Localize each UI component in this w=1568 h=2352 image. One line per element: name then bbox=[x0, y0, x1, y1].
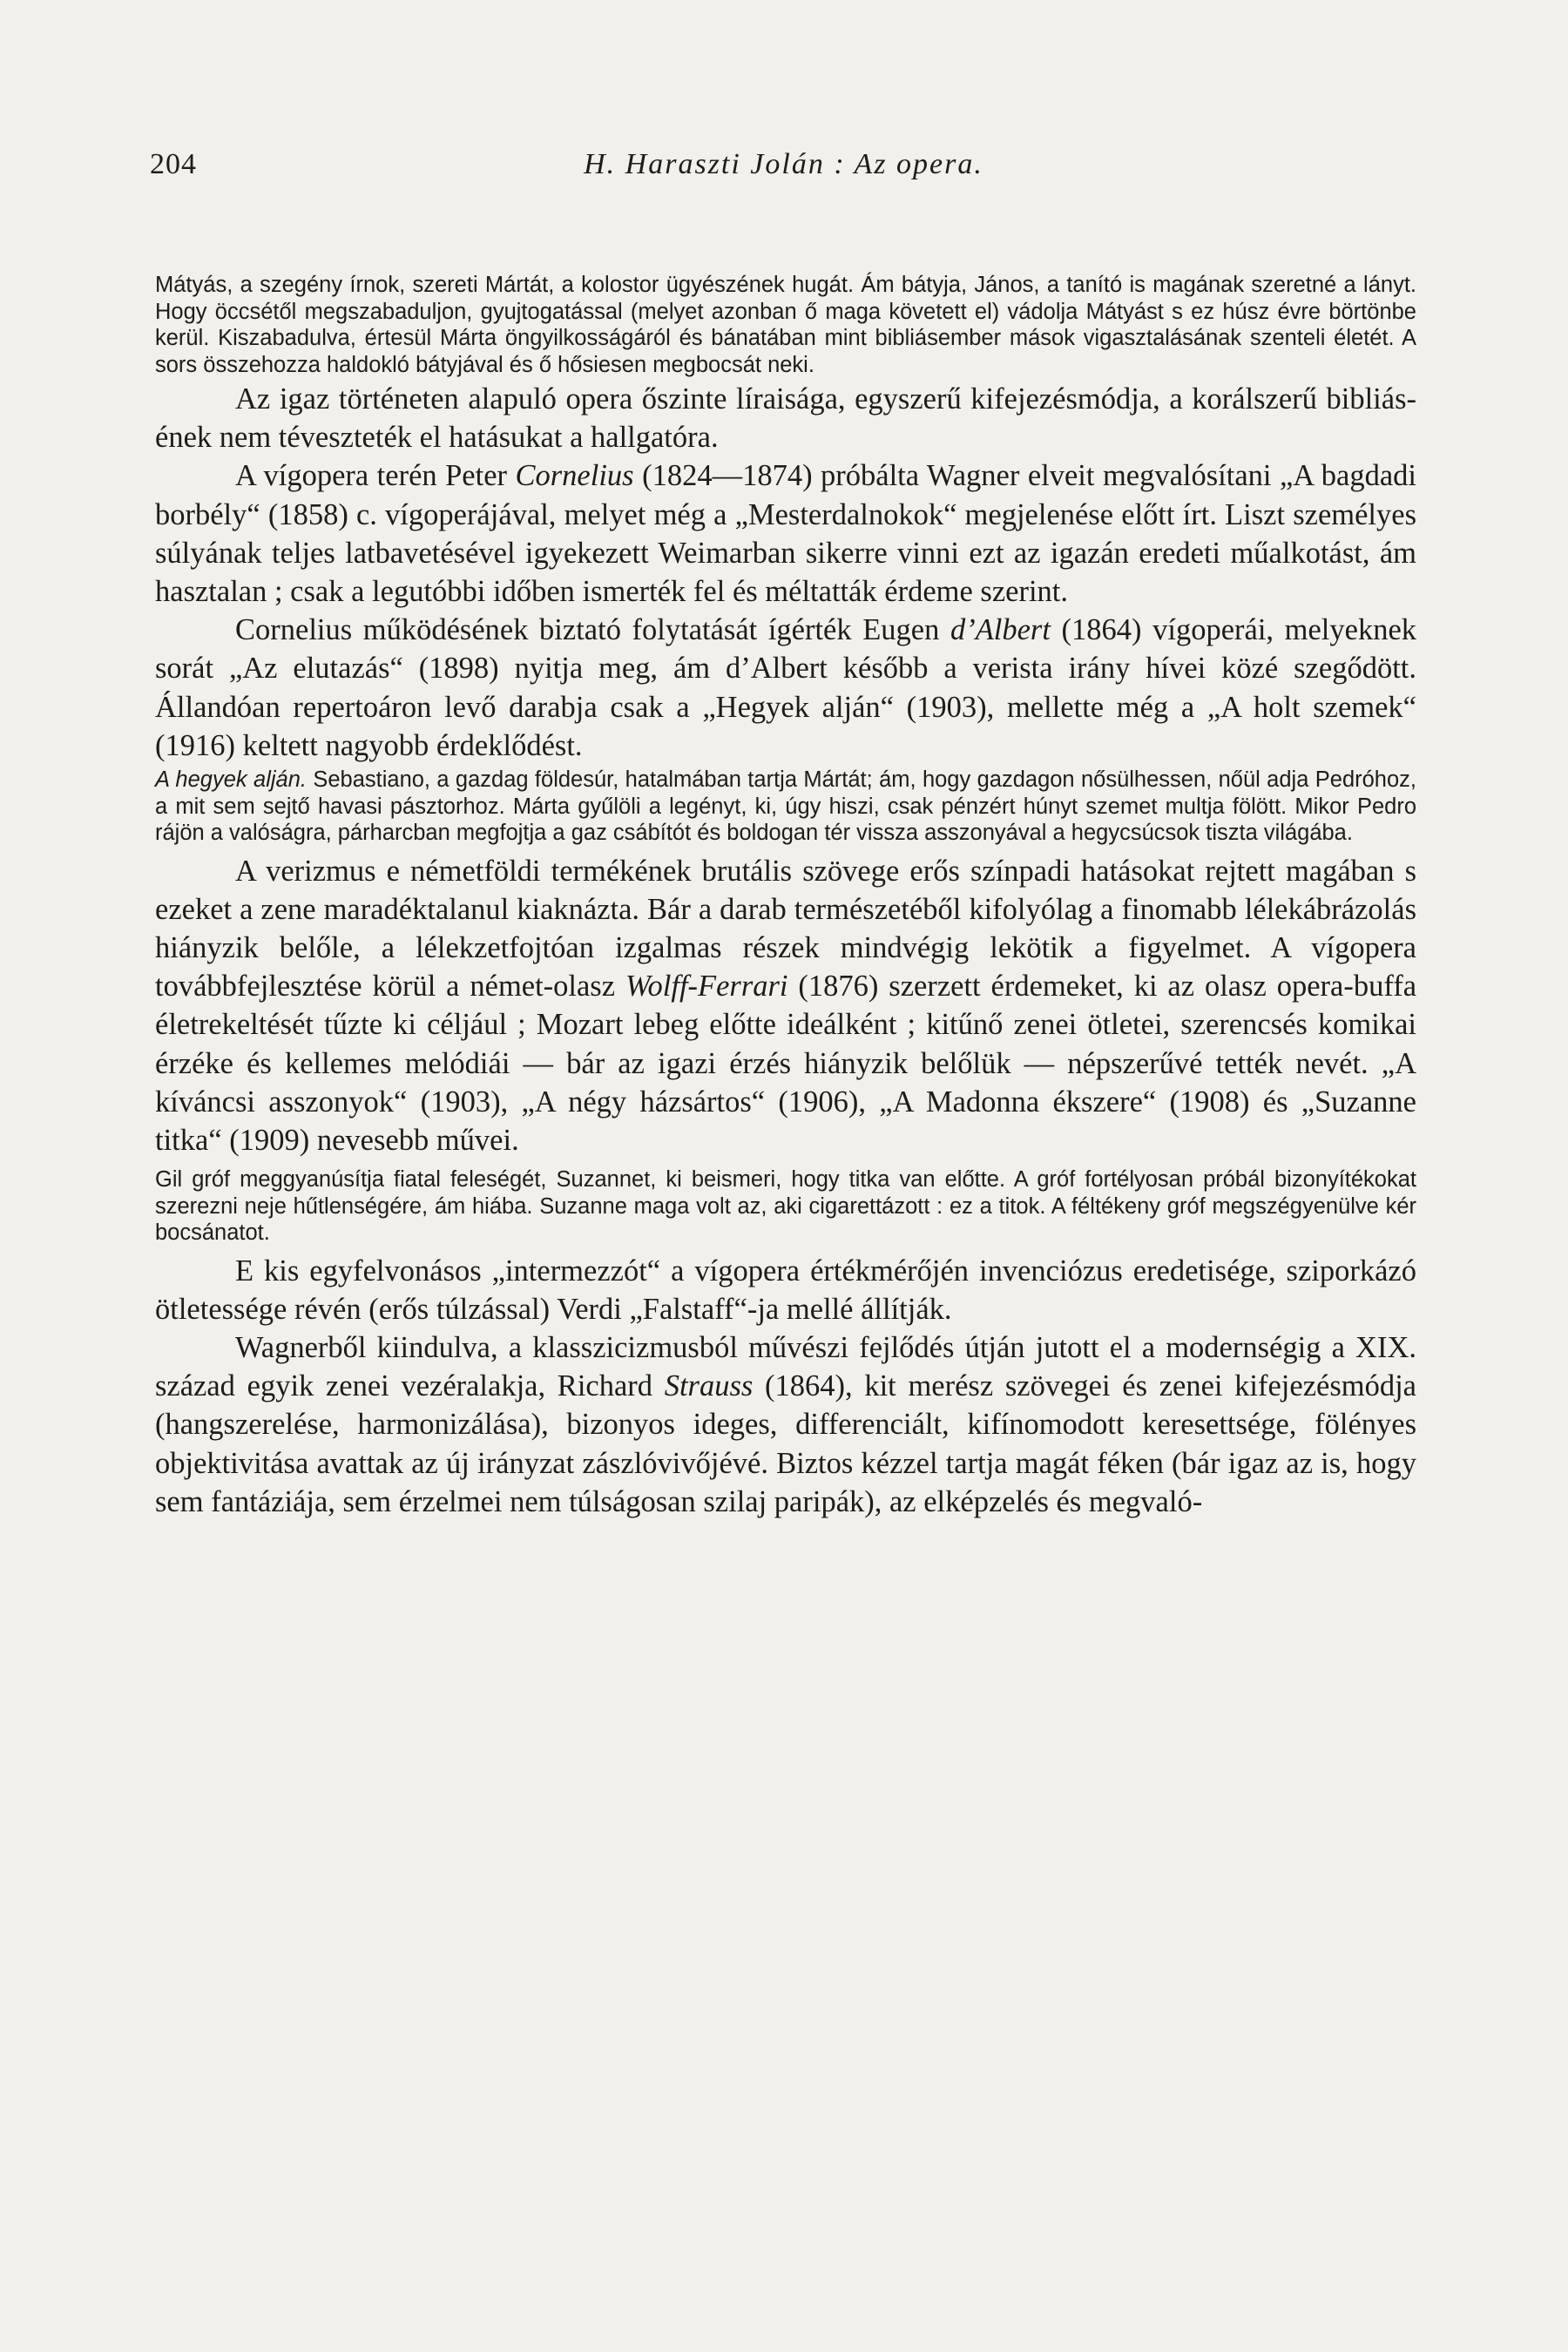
paragraph-6-text-a: Wagnerből kiindulva, a klasszicizmusból művészi fejlődés útján jutott el a modernségig a XIX. század egyik zenei vezéralakja, Richard bbox=[155, 1331, 1416, 1403]
paragraph-2-text-a: A vígopera terén Peter bbox=[235, 459, 516, 493]
plot-summary-3: Gil gróf meggyanúsítja fiatal feleségét, Suzannet, ki beismeri, hogy titka van előtte. A gróf fortélyosan próbál bizonyítékokat szerezni neje hűtlenségére, ám hiába. Suzanne maga volt az, aki cigarettázott : ez a titok. A féltékeny gróf megszégyenülve kér bocsánatot. bbox=[155, 1167, 1416, 1246]
paragraph-6-text-b: (1864), kit merész szövegei és zenei kifejezésmódja (hangszerelése, harmonizálása), bizonyos ideges, differenciált, kifínomodott keresettsége, fölényes objektivitása avattak az új irányzat zászlóvivőjévé. Biztos kézzel tartja magát féken (bár igaz az is, hogy sem fantáziája, sem érzelmei nem túlságosan szilaj paripák), az elképzelés és megvaló- bbox=[155, 1369, 1416, 1518]
composer-name-cornelius: Cornelius bbox=[515, 459, 634, 493]
page-number: 204 bbox=[150, 148, 197, 180]
composer-name-wolff-ferrari: Wolff-Ferrari bbox=[625, 970, 788, 1004]
paragraph-4-text-a: A verizmus e németföldi termékének brutális szövege erős színpadi hatásokat rejtett magában s ezeket a zene maradéktalanul kiaknázta. Bár a darab természetéből kifolyólag a finomabb lélekábrázolás hiányzik belőle, a lélekzetfojtóan izgalmas részek mindvégig lekötik a figyelmet. A vígopera továbbfejlesztése körül a német-olasz bbox=[155, 854, 1416, 1004]
paragraph-2-text-b: (1824—1874) próbálta Wagner elveit megvalósítani „A bagdadi borbély“ (1858) c. vígoperájával, melyet még a „Mesterdalnokok“ megjelenése előtt írt. Liszt személyes súlyának teljes latbavetésével igyekezett Weimarban sikerre vinni ezt az igazán eredeti műalkotást, ám hasztalan ; csak a legutóbbi időben ismerték fel és méltatták érdeme szerint. bbox=[155, 459, 1416, 609]
composer-name-strauss: Strauss bbox=[664, 1369, 754, 1403]
paragraph-3-text-b: (1864) vígoperái, melyeknek sorát „Az elutazás“ (1898) nyitja meg, ám d’Albert később a verista irány hívei közé szegődött. Állandóan repertoáron levő darabja csak a „Hegyek alján“ (1903), mellette még a „A holt szemek“ (1916) keltett nagyobb érdeklődést. bbox=[155, 613, 1417, 762]
page-header bbox=[150, 148, 1417, 190]
paragraph-2 bbox=[155, 456, 1416, 611]
running-title: H. Haraszti Jolán : Az opera. bbox=[584, 148, 983, 180]
paragraph-3-text-a: Cornelius működésének biztató folytatását ígérték Eugen bbox=[235, 613, 950, 647]
paragraph-4 bbox=[155, 852, 1416, 1160]
paragraph-1: Az igaz történeten alapuló opera őszinte líraisága, egyszerű kifejezésmódja, a korálszerű bibliás-ének nem téveszteték el hatásukat a hallgatóra. bbox=[155, 382, 1416, 455]
plot-summary-2 bbox=[155, 767, 1416, 847]
paragraph-6 bbox=[155, 1328, 1416, 1521]
paragraph-4-text-b: (1876) szerzett érdemeket, ki az olasz opera-buffa életrekeltését tűzte ki céljául ; Mozart lebeg előtte ideálként ; kitűnő zenei ötletei, szerencsés komikai érzéke és kellemes melódiái — bár az igazi érzés hiányzik belőlük — népszerűvé tették nevét. „A kíváncsi asszonyok“ (1903), „A négy házsártos“ (1906), „A Madonna ékszere“ (1908) és „Suzanne titka“ (1909) nevesebb művei. bbox=[155, 970, 1417, 1157]
paragraph-5: E kis egyfelvonásos „intermezzót“ a vígopera értékmérőjén invenciózus eredetisége, sziporkázó ötletessége révén (erős túlzással) Verdi „Falstaff“-ja mellé állítják. bbox=[155, 1254, 1416, 1326]
paragraph-3 bbox=[155, 611, 1416, 765]
plot-summary-2-title: A hegyek alján. bbox=[155, 767, 307, 793]
plot-summary-2-text: Sebastiano, a gazdag földesúr, hatalmában tartja Mártát; ám, hogy gazdagon nősülhessen, nőül adja Pedróhoz, a mit sem sejtő havasi pásztorhoz. Márta gyűlöli a legényt, ki, úgy hiszi, csak pénzért húnyt szemet multja fölött. Mikor Pedro rájön a valóságra, párharcban megfojtja a gaz csábítót és boldogan tér vissza asszonyával a hegycsúcsok tiszta világába. bbox=[155, 767, 1416, 846]
body-text bbox=[155, 272, 1416, 1521]
plot-summary-1: Mátyás, a szegény írnok, szereti Mártát, a kolostor ügyészének hugát. Ám bátyja, János, a tanító is magának szeretné a lányt. Hogy öccsétől megszabaduljon, gyujtogatással (melyet azonban ő maga követett el) vádolja Mátyást s ez húsz évre börtönbe kerül. Kiszabadulva, értesül Márta öngyilkosságáról és bánatában mint bibliásember mások vigasztalásának szenteli életét. A sors összehozza haldokló bátyjával és ő hősiesen megbocsát neki. bbox=[155, 273, 1416, 377]
composer-name-dalbert: d’Albert bbox=[950, 613, 1051, 647]
